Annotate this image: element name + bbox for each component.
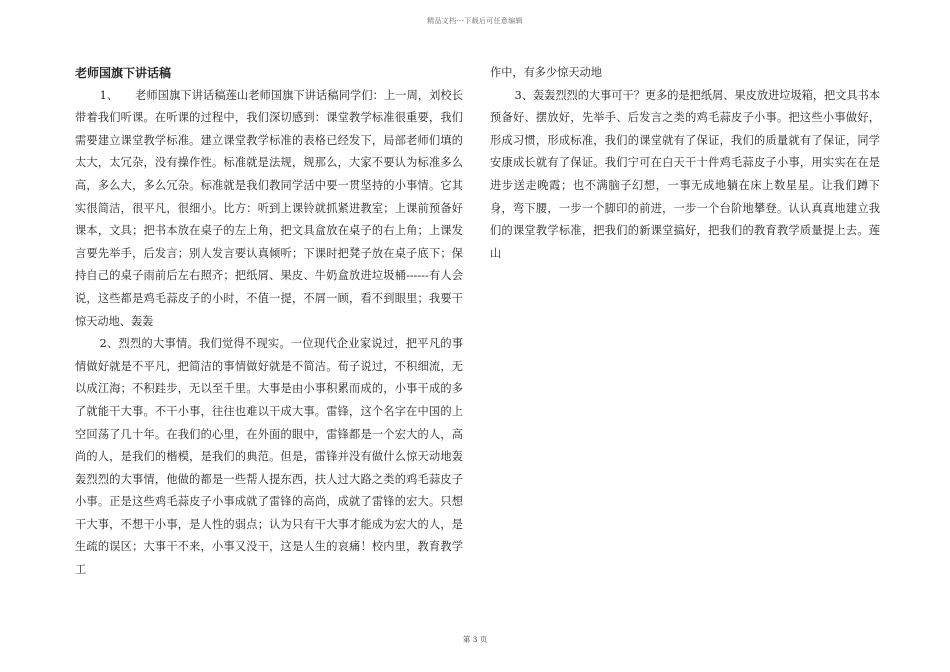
- paragraph-1: 1、 老师国旗下讲话稿莲山老师国旗下讲话稿同学们：上一周，刘校长带着我们听课。在听课的过程中，我们深切感到：课堂教学标准很重要，我们需要建立课堂教学标准。建立课堂教学标准的表格已经发下，局部老师们填的太大，太冗杂，没有操作性。标准就是法规，规那么，大家不要认为标准多么高，多么大，多么冗杂。标准就是我们教同学活中要一贯坚持的小事情。它其实很简洁，很平凡，很细小。比方：听到上课铃就抓紧进教室；上课前预备好课本，文具；把书本放在桌子的左上角，把文具盒放在桌子的右上角；上课发言要先举手，后发言；别人发言要认真倾听；下课时把凳子放在桌子底下；保持自己的桌子雨前后左右照齐；把纸屑、果皮、牛奶盒放进垃圾桶------有人会说，这些都是鸡毛蒜皮子的小时，不值一提，不屑一顾，看不到眼里；我要干惊天动地、轰轰: [75, 88, 463, 328]
- paragraph-3: 3、轰轰烈烈的大事可干？更多的是把纸屑、果皮放进垃圾箱，把文具书本预备好、摆放好，先举手、后发言之类的鸡毛蒜皮子小事。把这些小事做好，形成习惯，形成标准，我们的课堂就有了保证，我们的质量就有了保证，同学安康成长就有了保证。我们宁可在白天干十件鸡毛蒜皮子小事，用实实在在是进步送走晚霞；也不满脑子幻想，一事无成地躺在床上数星星。让我们蹲下身，弯下腰，一步一个脚印的前进，一步一个台阶地攀登。认认真真地建立我们的课堂教学标准，把我们的新课堂搞好，把我们的教育教学质量提上去。莲山: [490, 88, 880, 260]
- paragraph-continuation: 作中，有多少惊天动地: [490, 66, 602, 79]
- page-number: 第 3 页: [462, 635, 488, 644]
- page-header: 精品文档---下载后可任意编辑: [427, 17, 523, 25]
- right-column: [490, 62, 880, 265]
- left-column: [75, 62, 463, 582]
- paragraph-2: 2、烈烈的大事情。我们觉得不现实。一位现代企业家说过，把平凡的事情做好就是不平凡，把简洁的事情做好就是不简洁。荀子说过，不积细流，无以成江海；不积跬步，无以至千里。大事是由小事积累而成的，小事干成的多了就能干大事。不干小事，往往也难以干成大事。雷锋，这个名字在中国的上空回荡了几十年。在我们的心里，在外面的眼中，雷锋都是一个宏大的人，高尚的人，是我们的楷模，是我们的典范。但是，雷锋并没有做什么惊天动地轰轰烈烈的大事情，他做的都是一些帮人提东西，扶人过大路之类的鸡毛蒜皮子小事。正是这些鸡毛蒜皮子小事成就了雷锋的高尚，成就了雷锋的宏大。只想干大事，不想干小事，是人性的弱点；认为只有干大事才能成为宏大的人，是生疏的误区；大事干不来，小事又没干，这是人生的哀痛！校内里，教育教学工: [75, 337, 463, 577]
- document-title: 老师国旗下讲话稿: [75, 66, 172, 80]
